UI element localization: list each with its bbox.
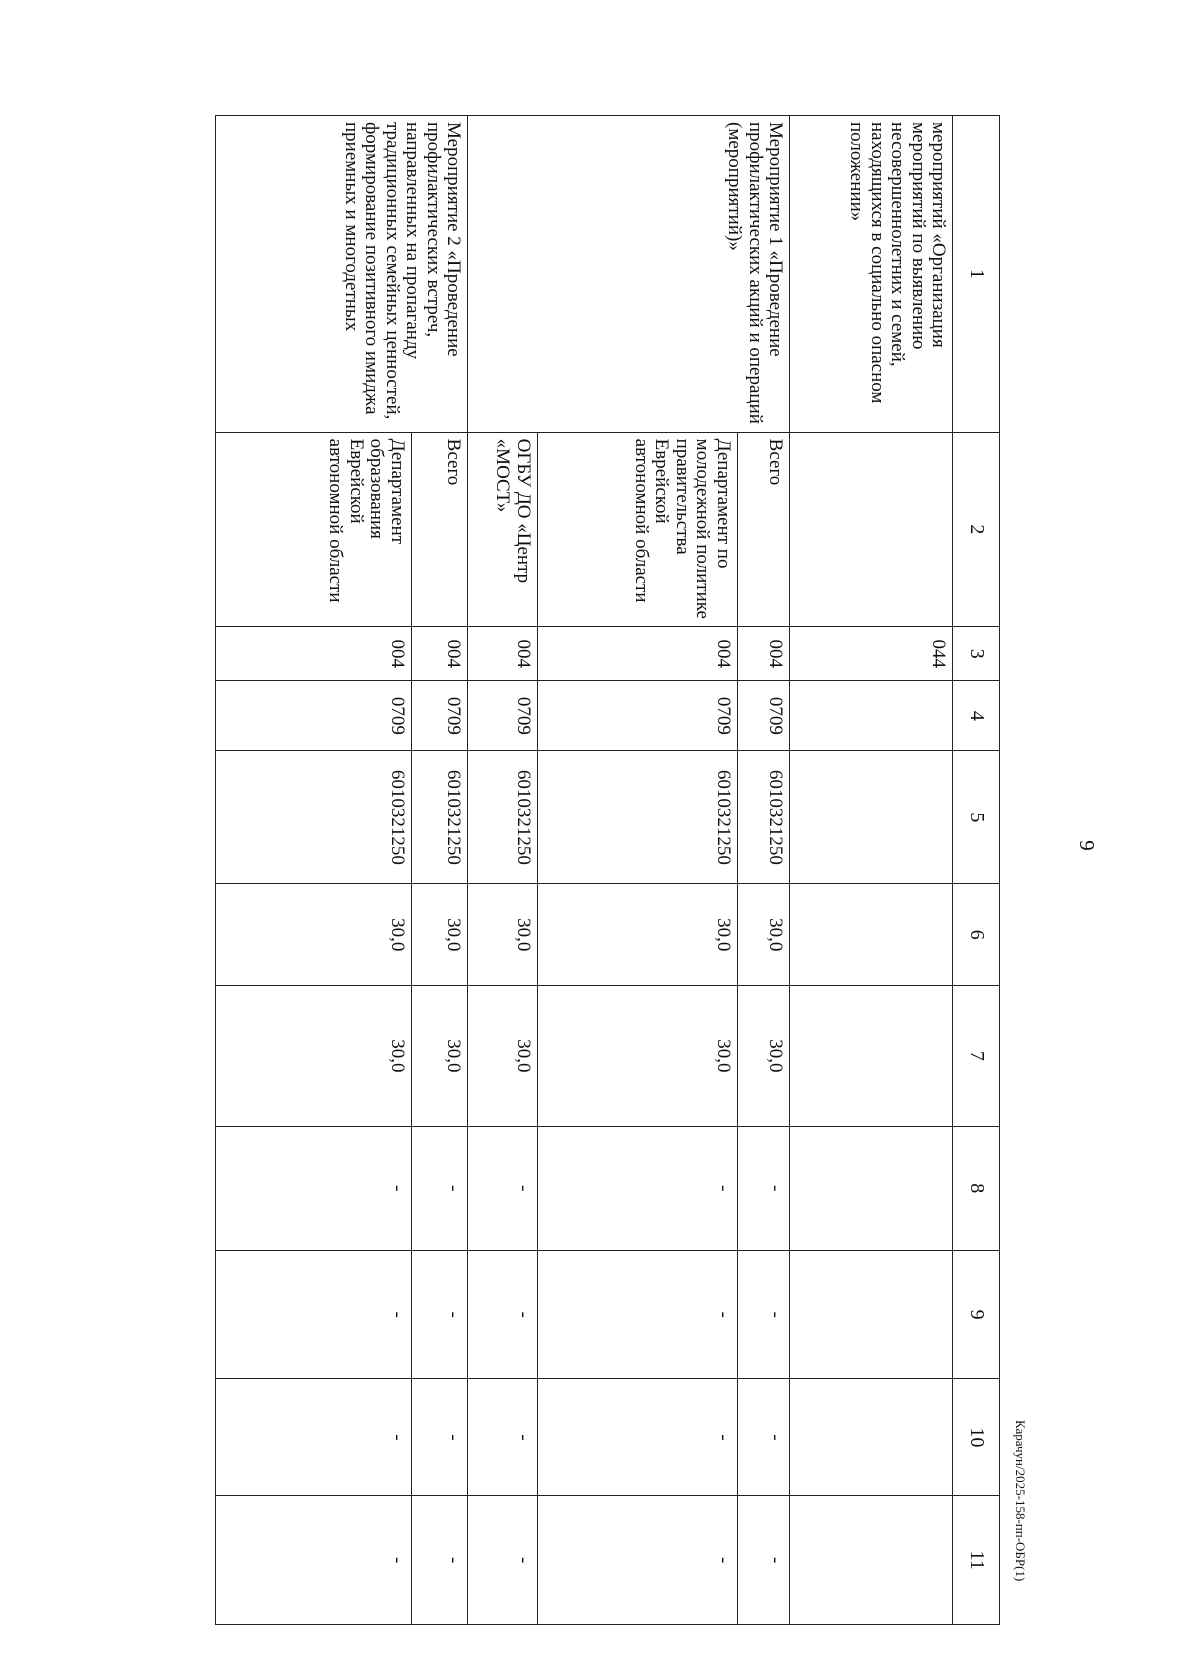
table-cell: 0709 xyxy=(216,681,412,751)
table-cell xyxy=(790,751,953,884)
table-cell: - xyxy=(737,1496,789,1625)
header-cell: 4 xyxy=(953,681,1000,751)
table-cell: - xyxy=(411,1379,468,1496)
header-cell: 7 xyxy=(953,986,1000,1126)
header-cell: 8 xyxy=(953,1126,1000,1250)
page-number: 9 xyxy=(1074,840,1099,851)
table-cell: 30,0 xyxy=(216,884,412,986)
table-cell: 0709 xyxy=(468,681,538,751)
table-cell: - xyxy=(216,1496,412,1625)
document-footer: Карачун/2025-158-пп-ОБР(1) xyxy=(1013,1420,1028,1582)
header-row xyxy=(953,116,1000,1625)
header-cell: 2 xyxy=(953,432,1000,626)
header-cell: 3 xyxy=(953,627,1000,681)
table-cell: 30,0 xyxy=(537,986,737,1126)
table-cell: Всего xyxy=(411,432,468,626)
table-cell: 30,0 xyxy=(411,884,468,986)
table-cell: ОГБУ ДО «Центр «МОСТ» xyxy=(468,432,538,626)
table-cell: - xyxy=(468,1250,538,1379)
table-cell: - xyxy=(216,1250,412,1379)
table-cell: 0709 xyxy=(411,681,468,751)
header-cell: 11 xyxy=(953,1496,1000,1625)
table-cell: - xyxy=(468,1126,538,1250)
table-cell: 004 xyxy=(216,627,412,681)
table-cell: 6010321250 xyxy=(468,751,538,884)
table-cell: Департамент по молодежной политике правительства Еврейской автономной области xyxy=(537,432,737,626)
table-cell: 004 xyxy=(468,627,538,681)
table-cell: 004 xyxy=(411,627,468,681)
table-cell: - xyxy=(411,1250,468,1379)
header-cell: 1 xyxy=(953,116,1000,433)
table-cell: Департамент образования Еврейской автономной области xyxy=(216,432,412,626)
table-cell: 30,0 xyxy=(216,986,412,1126)
table-cell: - xyxy=(468,1379,538,1496)
table-cell: - xyxy=(537,1126,737,1250)
table-cell: 30,0 xyxy=(737,986,789,1126)
table-cell: 0709 xyxy=(537,681,737,751)
table-cell: 30,0 xyxy=(737,884,789,986)
table-cell xyxy=(790,986,953,1126)
table-cell xyxy=(790,1496,953,1625)
table-cell: - xyxy=(737,1379,789,1496)
table-row xyxy=(737,116,789,1625)
table-cell: - xyxy=(737,1126,789,1250)
table-cell: - xyxy=(537,1379,737,1496)
table-wrapper xyxy=(215,115,1000,1625)
table-cell: - xyxy=(737,1250,789,1379)
table-cell: - xyxy=(468,1496,538,1625)
table-cell: 6010321250 xyxy=(537,751,737,884)
table-cell xyxy=(790,1126,953,1250)
table-cell xyxy=(790,432,953,626)
header-cell: 10 xyxy=(953,1379,1000,1496)
table-row xyxy=(790,116,953,1625)
table-cell xyxy=(790,884,953,986)
table-cell: 6010321250 xyxy=(737,751,789,884)
table-cell: - xyxy=(216,1126,412,1250)
table-cell: Мероприятие 2 «Проведение профилактических встреч, направленных на пропаганду традиционных семейных ценностей, формирование позитивного имиджа приемных и многодетных xyxy=(216,116,468,433)
table-cell: 6010321250 xyxy=(216,751,412,884)
table-cell: - xyxy=(411,1126,468,1250)
table-cell: Мероприятие 1 «Проведение профилактических акций и операций (мероприятий)» xyxy=(468,116,790,433)
table-cell: 30,0 xyxy=(468,884,538,986)
table-cell: 30,0 xyxy=(411,986,468,1126)
table-row xyxy=(411,116,468,1625)
table-cell: 30,0 xyxy=(468,986,538,1126)
table-cell: - xyxy=(537,1496,737,1625)
table-cell: 6010321250 xyxy=(411,751,468,884)
header-cell: 9 xyxy=(953,1250,1000,1379)
table-cell: 004 xyxy=(737,627,789,681)
header-cell: 6 xyxy=(953,884,1000,986)
budget-table xyxy=(215,115,1000,1625)
table-cell xyxy=(790,1379,953,1496)
header-cell: 5 xyxy=(953,751,1000,884)
table-cell: 0709 xyxy=(737,681,789,751)
table-cell xyxy=(790,1250,953,1379)
table-cell: 30,0 xyxy=(537,884,737,986)
table-cell: - xyxy=(411,1496,468,1625)
table-cell: 044 xyxy=(790,627,953,681)
table-cell: Всего xyxy=(737,432,789,626)
table-cell xyxy=(790,681,953,751)
table-cell: 004 xyxy=(537,627,737,681)
table-cell: - xyxy=(216,1379,412,1496)
table-cell: мероприятий «Организация мероприятий по выявлению несовершеннолетних и семей, находящихся в социально опасном положении» xyxy=(790,116,953,433)
table-cell: - xyxy=(537,1250,737,1379)
